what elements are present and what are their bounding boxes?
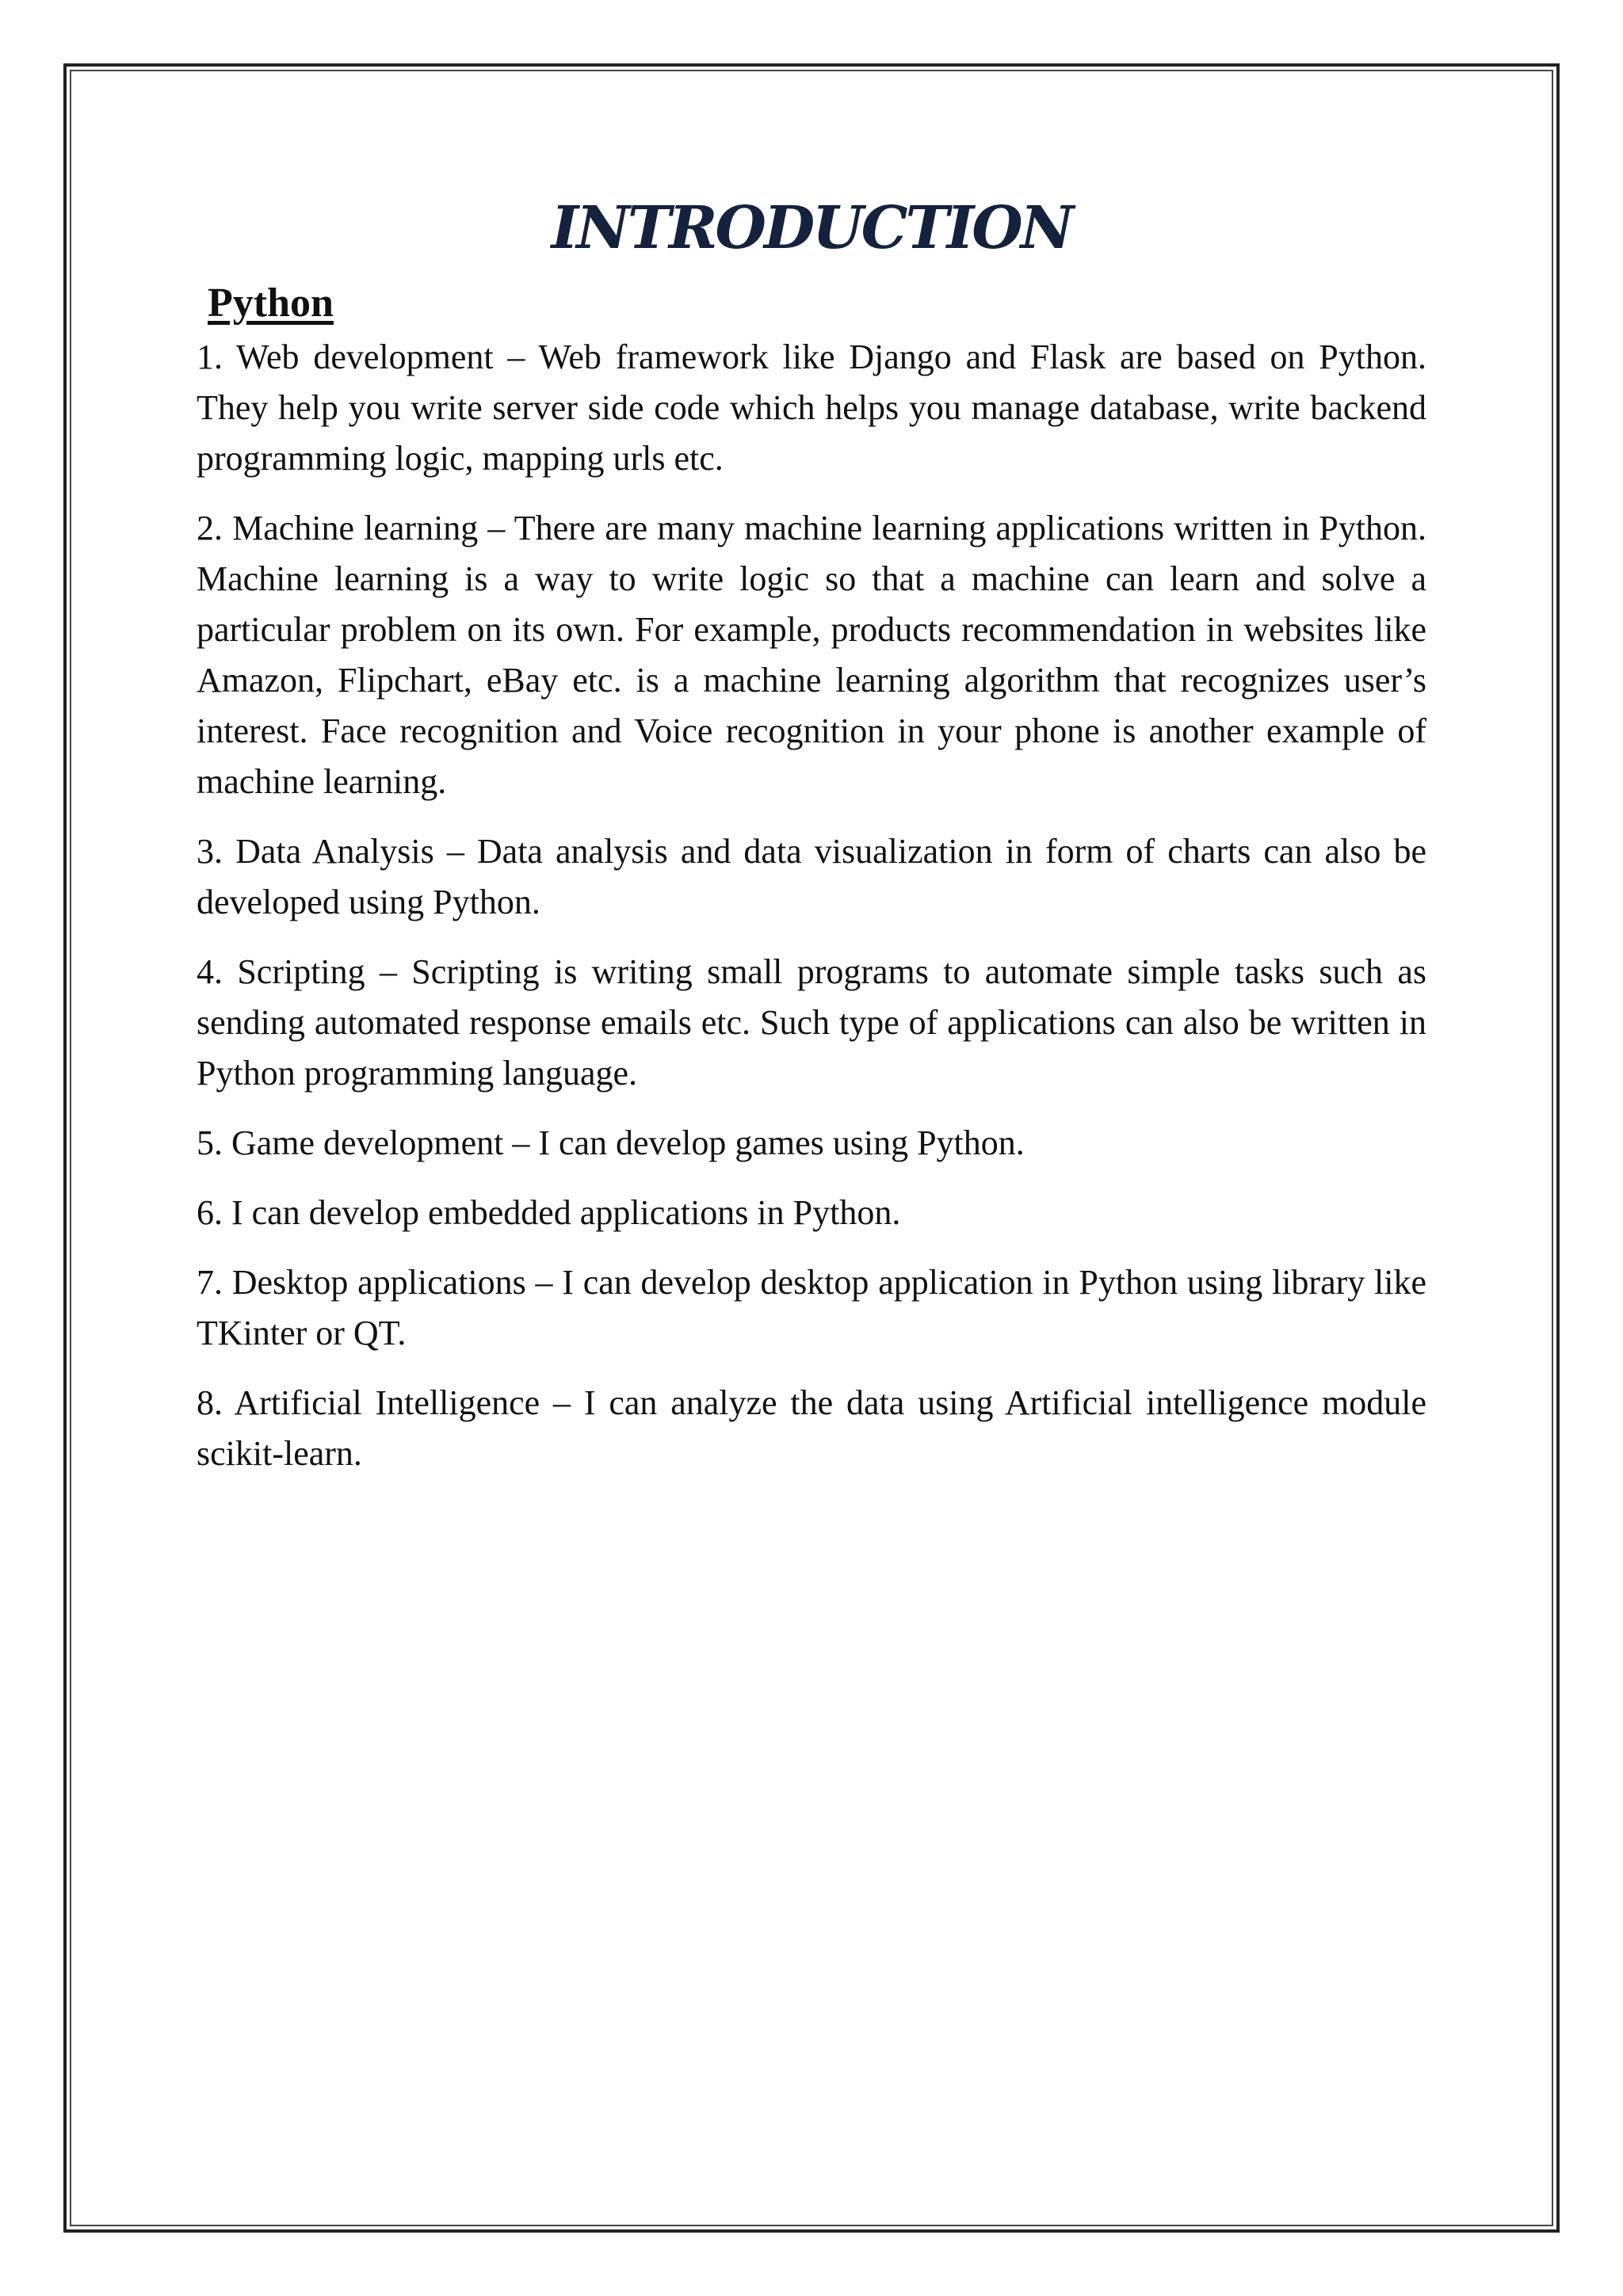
list-item: 5. Game development – I can develop games using Python. [197, 1123, 1025, 1163]
list-item: 8. Artificial Intelligence – I can analyze the data using Artificial intelligence module scikit-learn. [197, 1383, 1426, 1474]
list-item: 4. Scripting – Scripting is writing small programs to automate simple tasks such as sending automated response emails etc. Such type of applications can also be written in Python programming language. [197, 952, 1426, 1093]
page-content [197, 196, 1426, 1498]
list-item: 1. Web development – Web framework like Django and Flask are based on Python. They help you write server side code which helps you manage database, write backend programming logic, mapping urls etc. [197, 338, 1426, 479]
section-heading: Python [208, 280, 334, 326]
list-item: 2. Machine learning – There are many machine learning applications written in Python. Machine learning is a way to write logic so that a machine can learn and solve a particular problem on its own. For example, products recommendation in websites like Amazon, Flipchart, eBay etc. is a machine learning algorithm that recognizes user’s interest. Face recognition and Voice recognition in your phone is another example of machine learning. [197, 509, 1426, 802]
page-title: INTRODUCTION [551, 194, 1072, 262]
list-item: 3. Data Analysis – Data analysis and data visualization in form of charts can also be developed using Python. [197, 832, 1426, 922]
list-item: 7. Desktop applications – I can develop desktop application in Python using library like TKinter or QT. [197, 1263, 1426, 1353]
item-list [197, 332, 1426, 1479]
list-item: 6. I can develop embedded applications in Python. [197, 1193, 901, 1233]
